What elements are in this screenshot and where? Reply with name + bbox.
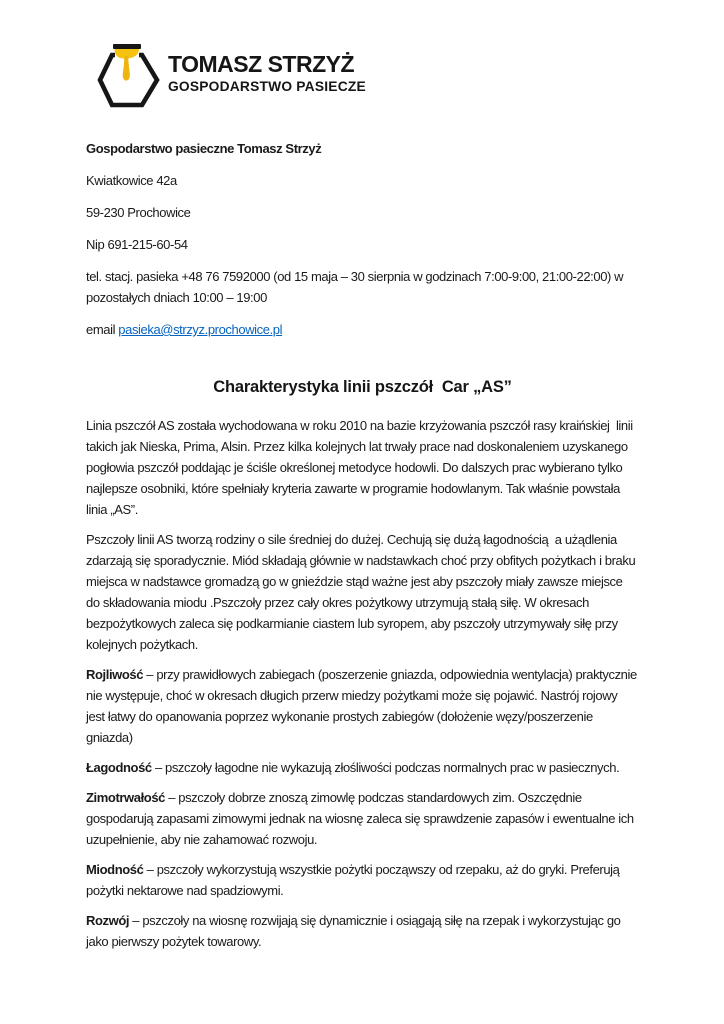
email-link[interactable]: pasieka@strzyz.prochowice.pl (118, 322, 283, 337)
tax-id: Nip 691-215-60-54 (86, 237, 188, 252)
feature-rojliwosc (86, 664, 639, 748)
feature-miodnosc (86, 859, 639, 901)
feature-term-lagodnosc: Łagodność (86, 760, 152, 775)
feature-text-zimotrwalosc: – pszczoły dobrze znoszą zimowlę podczas standardowych zim. Oszczędnie gospodarują zapasami zimowymi jednak na wiosnę zaleca się sprawdzenie zapasów i ewentualne ich uzupełnienie, aby nie zahamować rozwoju. (86, 790, 637, 847)
document-title: Charakterystyka linii pszczół Car „AS” (213, 378, 512, 396)
company-name: Gospodarstwo pasieczne Tomasz Strzyż (86, 141, 322, 156)
address-city: 59-230 Prochowice (86, 205, 191, 220)
email-line (86, 319, 639, 340)
dipper-bar (113, 44, 141, 49)
phone-info: tel. stacj. pasieka +48 76 7592000 (od 15 maja – 30 sierpnia w godzinach 7:00-9:00, 21:00-22:00) w pozostałych dniach 10:00 – 19:00 (86, 269, 627, 305)
honey-drip (123, 56, 130, 81)
feature-rozwoj (86, 910, 639, 952)
feature-term-zimotrwalosc: Zimotrwałość (86, 790, 165, 805)
intro-paragraph-1: Linia pszczół AS została wychodowana w roku 2010 na bazie krzyżowania pszczół rasy kraińskiej linii takich jak Nieska, Prima, Alsin. Przez kilka kolejnych lat trwały prace nad doskonaleniem uzyskanego pogłowia pszczół poddając je ściśle określonej metodyce hodowli. Do dalszych prac wybierano tylko najlepsze osobniki, które spełniały kryteria zawarte w programie hodowlanym. Tak właśnie powstała linia „AS”. (86, 418, 636, 517)
feature-text-miodnosc: – pszczoły wykorzystują wszystkie pożytki począwszy od rzepaku, aż do gryki. Preferują pożytki nektarowe nad spadziowymi. (86, 862, 623, 898)
feature-text-rojliwosc: – przy prawidłowych zabiegach (poszerzenie gniazda, odpowiednia wentylacja) praktycznie nie występuje, choć w okresach długich przerw miedzy pożytkami może się pojawić. Nastrój rojowy jest łatwy do opanowania poprzez wykonanie prostych zabiegów (dołożenie węzy/poszerzenie gniazda) (86, 667, 641, 745)
logo-subtitle: GOSPODARSTWO PASIECZE (168, 79, 366, 94)
feature-zimotrwalosc (86, 787, 639, 850)
feature-text-rozwoj: – pszczoły na wiosnę rozwijają się dynamicznie i osiągają siłę na rzepak i wykorzystując go jako pierwszy pożytek towarowy. (86, 913, 624, 949)
feature-lagodnosc (86, 757, 639, 778)
email-label: email (86, 322, 119, 337)
contact-block (86, 138, 639, 340)
honey-hexagon-icon (94, 42, 160, 112)
feature-term-rojliwosc: Rojliwość (86, 667, 144, 682)
feature-term-miodnosc: Miodność (86, 862, 144, 877)
logo-text (168, 42, 366, 95)
logo-title: TOMASZ STRZYŻ (168, 51, 355, 77)
feature-term-rozwoj: Rozwój (86, 913, 130, 928)
address-street: Kwiatkowice 42a (86, 173, 177, 188)
feature-text-lagodnosc: – pszczoły łagodne nie wykazują złośliwości podczas normalnych prac w pasiecznych. (151, 760, 620, 775)
company-logo (94, 42, 639, 112)
intro-paragraph-2: Pszczoły linii AS tworzą rodziny o sile średniej do dużej. Cechują się dużą łagodnością a użądlenia zdarzają się sporadycznie. Miód składają głównie w nadstawkach choć przy obfitych pożytkach i braku miejsca w nadstawce gromadzą go w gnieździe stąd ważne jest aby pszczoły miały zawsze miejsce do składowania miodu .Pszczoły przez cały okres pożytkowy utrzymują stałą siłę. W okresach bezpożytkowych zaleca się podkarmianie ciastem lub syropem, aby pszczoły utrzymywały siłę przy kolejnych pożytkach. (86, 532, 639, 652)
